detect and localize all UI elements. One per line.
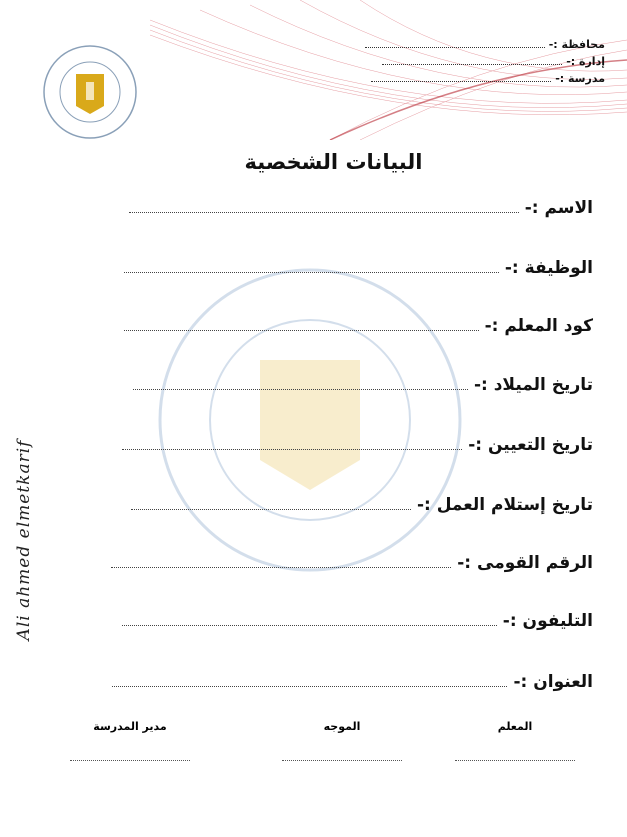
principal-signature-dots <box>70 755 190 761</box>
supervisor-signature[interactable] <box>282 720 402 761</box>
address-field[interactable] <box>112 672 593 692</box>
side-signature <box>4 300 44 780</box>
principal-signature-label: مدير المدرسة <box>93 720 167 733</box>
teacher-code-dots <box>124 321 479 331</box>
job-field[interactable] <box>124 258 593 278</box>
name-field[interactable] <box>129 198 593 218</box>
name-label: الاسم :- <box>524 198 593 218</box>
teacher-signature-dots <box>455 755 575 761</box>
work-start-date-field[interactable] <box>131 495 593 515</box>
administration-label: إدارة :- <box>566 55 605 68</box>
school-field[interactable] <box>371 72 605 85</box>
teacher-signature[interactable] <box>455 720 575 761</box>
address-dots <box>112 677 507 687</box>
name-dots <box>129 203 519 213</box>
side-signature-text: Ali ahmed elmetkarif <box>14 439 34 641</box>
governorate-dots <box>365 40 545 48</box>
logo-emblem <box>36 42 144 142</box>
governorate-label: محافظة :- <box>548 38 605 51</box>
birth-date-dots <box>133 380 468 390</box>
supervisor-signature-label: الموجه <box>323 720 361 733</box>
school-label: مدرسة :- <box>555 72 605 85</box>
phone-field[interactable] <box>122 611 593 631</box>
phone-dots <box>122 616 497 626</box>
school-dots <box>371 74 551 82</box>
work-start-date-label: تاريخ إستلام العمل :- <box>416 495 593 515</box>
teacher-signature-label: المعلم <box>497 720 533 733</box>
supervisor-signature-dots <box>282 755 402 761</box>
appointment-date-field[interactable] <box>122 435 593 455</box>
teacher-code-label: كود المعلم :- <box>484 316 593 336</box>
national-id-dots <box>111 558 451 568</box>
page-title: البيانات الشخصية <box>244 150 423 174</box>
job-dots <box>124 263 499 273</box>
national-id-label: الرقم القومى :- <box>457 553 593 573</box>
administration-field[interactable] <box>382 55 605 68</box>
watermark-emblem <box>150 260 470 580</box>
address-label: العنوان :- <box>513 672 593 692</box>
job-label: الوظيفة :- <box>504 258 593 278</box>
principal-signature[interactable] <box>70 720 190 761</box>
governorate-field[interactable] <box>365 38 605 51</box>
teacher-code-field[interactable] <box>124 316 593 336</box>
appointment-date-dots <box>122 440 462 450</box>
birth-date-field[interactable] <box>133 375 593 395</box>
birth-date-label: تاريخ الميلاد :- <box>473 375 593 395</box>
phone-label: التليفون :- <box>502 611 593 631</box>
administration-dots <box>382 57 562 65</box>
national-id-field[interactable] <box>111 553 593 573</box>
appointment-date-label: تاريخ التعيين :- <box>468 435 593 455</box>
work-start-date-dots <box>131 500 411 510</box>
